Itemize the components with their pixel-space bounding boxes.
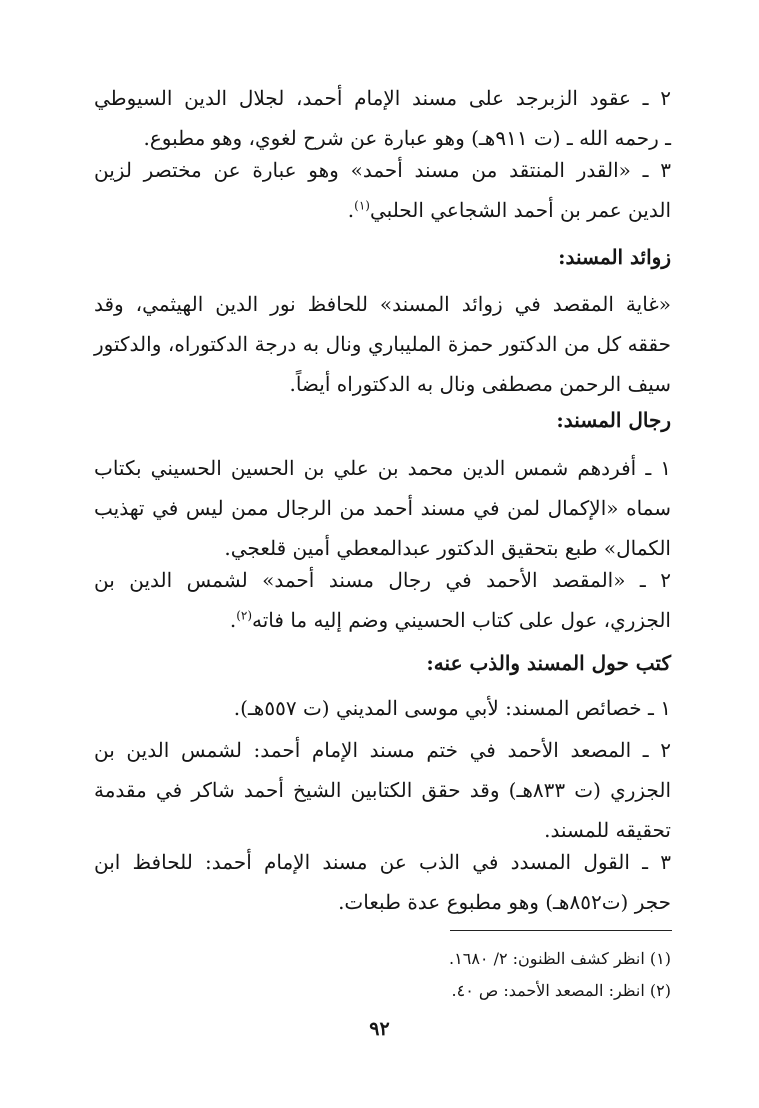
paragraph-line: ـ رحمه الله ـ (ت ٩١١هـ) وهو عبارة عن شرح لغوي، وهو مطبوع. — [143, 126, 671, 150]
footnote-2: (٢) انظر: المصعد الأحمد: ص ٤٠. — [451, 981, 671, 1000]
item-3-qadr — [94, 150, 671, 230]
rijal-item-1 — [94, 448, 671, 568]
paragraph-line — [94, 190, 671, 230]
paragraph-line: تحقيقه للمسند. — [544, 818, 671, 842]
paragraph-line: ٢ ـ عقود الزبرجد على مسند الإمام أحمد، لجلال الدين السيوطي — [94, 86, 671, 110]
line-end: . — [229, 608, 237, 632]
paragraph-line: حجر (ت٨٥٢هـ) وهو مطبوع عدة طبعات. — [338, 890, 671, 914]
paragraph-line: سماه «الإكمال لمن في مسند أحمد من الرجال ممن ليس في تهذيب — [94, 496, 671, 520]
heading-kutub: كتب حول المسند والذب عنه: — [426, 651, 671, 675]
paragraph-line: الجزري (ت ٨٣٣هـ) وقد حقق الكتابين الشيخ أحمد شاكر في مقدمة — [94, 778, 671, 802]
line-end: . — [347, 198, 355, 222]
rijal-item-2 — [94, 560, 671, 640]
item-2-uqud — [94, 78, 671, 158]
paragraph-line: الكمال» طبع بتحقيق الدكتور عبدالمعطي أمين قلعجي. — [224, 536, 671, 560]
footnote-ref-2: (٢) — [236, 608, 253, 623]
paragraph-line: ٣ ـ «القدر المنتقد من مسند أحمد» وهو عبارة عن مختصر لزين — [94, 158, 671, 182]
line-text: الجزري، عول على كتاب الحسيني وضم إليه ما فاته — [252, 608, 671, 632]
paragraph-line: ٣ ـ القول المسدد في الذب عن مسند الإمام أحمد: للحافظ ابن — [94, 850, 671, 874]
paragraph-line: سيف الرحمن مصطفى ونال به الدكتوراه أيضاً. — [289, 372, 671, 396]
paragraph-line: حققه كل من الدكتور حمزة المليباري ونال به درجة الدكتوراه، والدكتور — [94, 332, 671, 356]
paragraph-line — [94, 600, 671, 640]
heading-rijal: رجال المسند: — [556, 408, 671, 432]
footnote-separator — [450, 930, 672, 931]
kutub-item-1 — [94, 688, 671, 728]
paragraph-line: «غاية المقصد في زوائد المسند» للحافظ نور الدين الهيثمي، وقد — [94, 292, 671, 316]
paragraph-line: ٢ ـ المصعد الأحمد في ختم مسند الإمام أحمد: لشمس الدين بن — [94, 738, 671, 762]
heading-zawaid: زوائد المسند: — [558, 245, 671, 269]
paragraph-line: ٢ ـ «المقصد الأحمد في رجال مسند أحمد» لشمس الدين بن — [94, 568, 671, 592]
page-number: ٩٢ — [369, 1018, 390, 1040]
line-text: الدين عمر بن أحمد الشجاعي الحلبي — [369, 198, 671, 222]
zawaid-paragraph — [94, 284, 671, 404]
paragraph-line: ١ ـ أفردهم شمس الدين محمد بن علي بن الحسين الحسيني بكتاب — [94, 456, 671, 480]
footnote-ref-1: (١) — [354, 198, 370, 213]
paragraph-line: ١ ـ خصائص المسند: لأبي موسى المديني (ت ٥٥٧هـ). — [233, 696, 671, 720]
kutub-item-2 — [94, 730, 671, 850]
kutub-item-3 — [94, 842, 671, 922]
footnote-1: (١) انظر كشف الظنون: ٢/ ١٦٨٠. — [449, 949, 671, 968]
